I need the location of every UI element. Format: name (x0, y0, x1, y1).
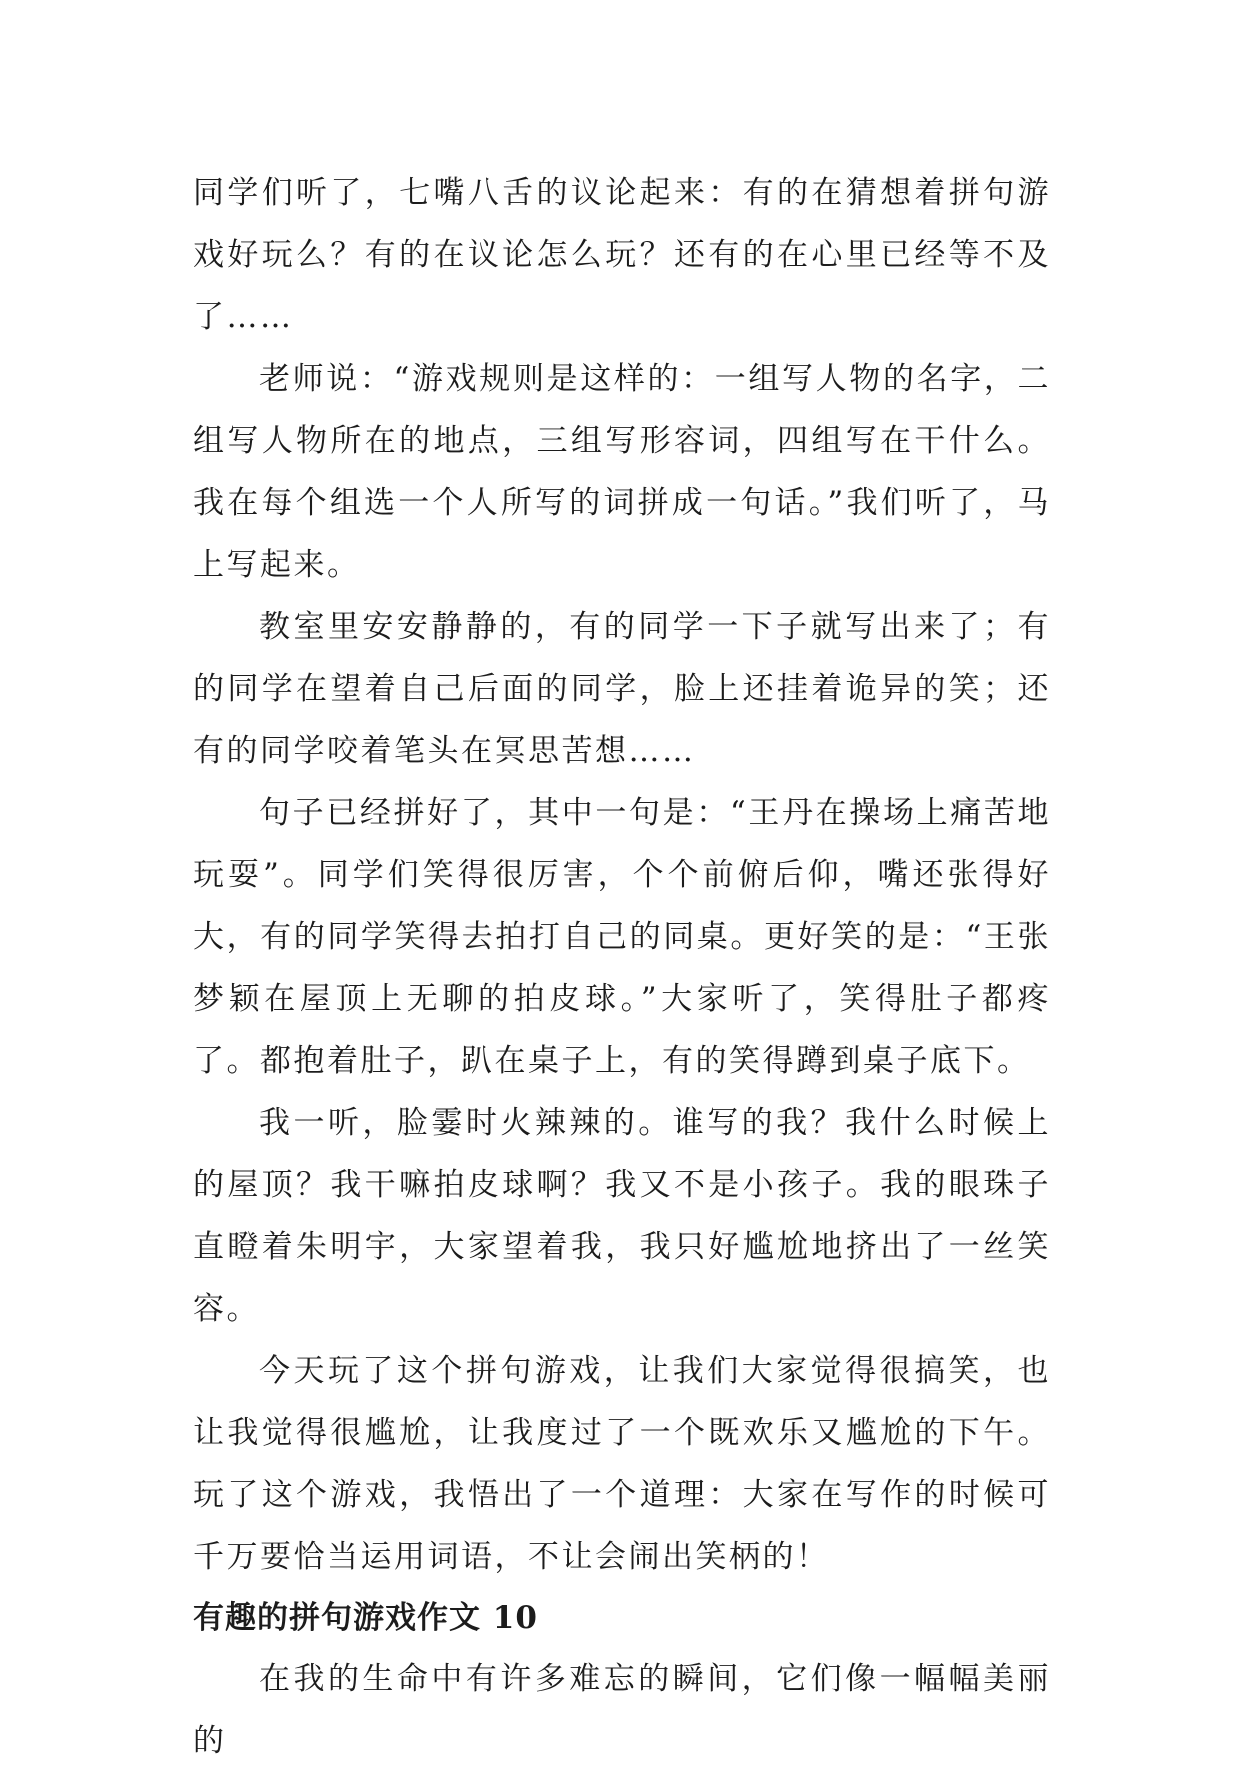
paragraph: 我一听，脸霎时火辣辣的。谁写的我？我什么时候上的屋顶？我干嘛拍皮球啊？我又不是小孩子。我的眼珠子直瞪着朱明宇，大家望着我，我只好尴尬地挤出了一丝笑容。 (193, 1105, 1051, 1327)
paragraph: 句子已经拼好了，其中一句是：“王丹在操场上痛苦地玩耍”。同学们笑得很厉害，个个前俯后仰，嘴还张得好大，有的同学笑得去拍打自己的同桌。更好笑的是：“王张梦颖在屋顶上无聊的拍皮球。”大家听了，笑得肚子都疼了。都抱着肚子，趴在桌子上，有的笑得蹲到桌子底下。 (193, 795, 1051, 1079)
paragraph: 今天玩了这个拼句游戏，让我们大家觉得很搞笑，也让我觉得很尴尬，让我度过了一个既欢乐又尴尬的下午。玩了这个游戏，我悟出了一个道理：大家在写作的时候可千万要恰当运用词语，不让会闹出笑柄的！ (193, 1353, 1051, 1575)
document-page (193, 162, 1051, 1772)
paragraph: 老师说：“游戏规则是这样的：一组写人物的名字，二组写人物所在的地点，三组写形容词，四组写在干什么。我在每个组选一个人所写的词拼成一句话。”我们听了，马上写起来。 (193, 361, 1051, 583)
section-title: 有趣的拼句游戏作文 10 (193, 1600, 538, 1636)
paragraph: 教室里安安静静的，有的同学一下子就写出来了；有的同学在望着自己后面的同学，脸上还挂着诡异的笑；还有的同学咬着笔头在冥思苦想…… (193, 609, 1051, 769)
paragraph: 在我的生命中有许多难忘的瞬间，它们像一幅幅美丽的 (193, 1661, 1051, 1759)
paragraph: 同学们听了，七嘴八舌的议论起来：有的在猜想着拼句游戏好玩么？有的在议论怎么玩？还有的在心里已经等不及了…… (193, 175, 1051, 335)
